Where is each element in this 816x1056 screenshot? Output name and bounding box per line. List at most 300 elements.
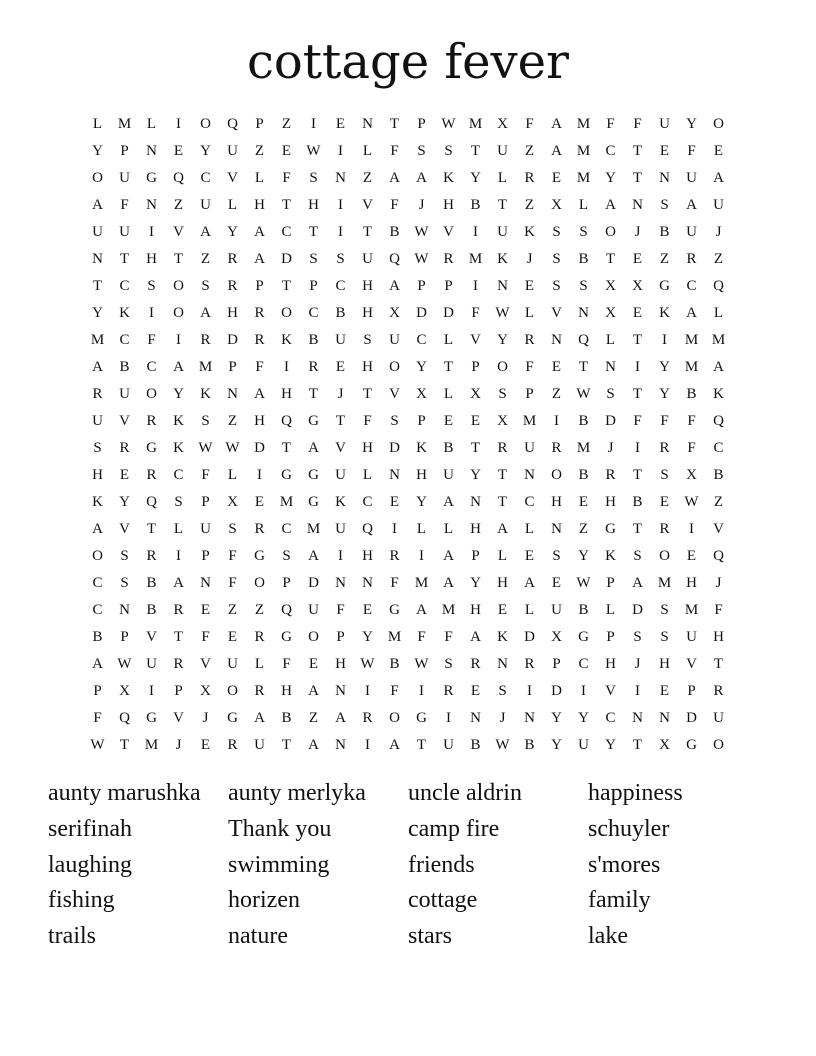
word-list [48, 776, 768, 955]
grid-letter: X [119, 683, 130, 699]
letter-grid [84, 111, 732, 759]
grid-letter: B [578, 467, 589, 483]
grid-letter: U [335, 467, 346, 483]
word-list-item: fishing [48, 887, 115, 914]
grid-letter: Z [281, 116, 292, 132]
grid-letter: V [119, 413, 130, 429]
grid-letter: W [576, 386, 591, 402]
grid-letter: S [282, 548, 291, 564]
grid-letter: P [417, 413, 426, 429]
grid-letter: H [92, 467, 103, 483]
grid-letter: M [522, 413, 537, 429]
grid-letter: L [443, 386, 454, 402]
grid-letter: U [389, 332, 400, 348]
grid-letter: O [173, 278, 184, 294]
grid-letter: C [92, 575, 103, 591]
grid-letter: Y [605, 737, 616, 753]
grid-letter: C [362, 494, 373, 510]
grid-letter: M [468, 116, 483, 132]
grid-letter: K [119, 305, 130, 321]
grid-letter: S [606, 386, 615, 402]
grid-letter: F [147, 332, 156, 348]
grid-letter: L [146, 116, 157, 132]
grid-letter: I [554, 413, 559, 429]
grid-letter: N [659, 170, 670, 186]
grid-letter: S [444, 143, 453, 159]
grid-letter: A [686, 305, 697, 321]
grid-letter: N [146, 143, 157, 159]
word-list-item: cottage [408, 887, 478, 914]
grid-letter: U [146, 656, 157, 672]
grid-letter: G [146, 710, 157, 726]
grid-letter: Z [308, 710, 319, 726]
grid-letter: W [576, 575, 591, 591]
grid-letter: F [255, 359, 264, 375]
grid-letter: T [470, 143, 481, 159]
grid-letter: E [632, 251, 643, 267]
grid-letter: G [605, 521, 616, 537]
grid-letter: H [497, 575, 508, 591]
grid-letter: F [390, 143, 399, 159]
grid-letter: S [309, 170, 318, 186]
grid-letter: T [173, 629, 184, 645]
grid-letter: N [227, 386, 238, 402]
grid-letter: P [174, 683, 183, 699]
grid-letter: T [443, 359, 454, 375]
grid-letter: M [279, 494, 294, 510]
grid-letter: D [254, 440, 265, 456]
word-list-item: trails [48, 923, 96, 949]
grid-letter: I [635, 683, 640, 699]
grid-letter: S [579, 224, 588, 240]
grid-letter: C [308, 305, 319, 321]
grid-letter: I [149, 224, 154, 240]
grid-letter: N [659, 710, 670, 726]
grid-letter: I [527, 683, 532, 699]
grid-letter: T [92, 278, 103, 294]
grid-letter: S [120, 575, 129, 591]
grid-letter: B [713, 467, 724, 483]
grid-letter: Y [470, 170, 481, 186]
grid-letter: M [684, 332, 699, 348]
grid-letter: Y [551, 737, 562, 753]
grid-letter: E [119, 467, 130, 483]
grid-letter: R [497, 440, 508, 456]
grid-letter: H [362, 440, 373, 456]
grid-letter: G [416, 710, 427, 726]
grid-letter: B [659, 224, 670, 240]
grid-letter: V [335, 440, 346, 456]
grid-letter: L [605, 602, 616, 618]
grid-letter: F [444, 629, 453, 645]
grid-letter: B [524, 737, 535, 753]
grid-letter: U [524, 440, 535, 456]
grid-letter: G [227, 710, 238, 726]
grid-letter: S [201, 413, 210, 429]
grid-letter: X [551, 629, 562, 645]
grid-letter: N [632, 197, 643, 213]
grid-letter: A [443, 548, 454, 564]
grid-letter: W [90, 737, 105, 753]
grid-letter: O [659, 548, 670, 564]
grid-letter: C [416, 332, 427, 348]
grid-letter: J [175, 737, 182, 753]
grid-letter: E [470, 683, 481, 699]
grid-letter: L [605, 332, 616, 348]
grid-letter: E [281, 143, 292, 159]
grid-letter: J [715, 224, 722, 240]
grid-letter: D [308, 575, 319, 591]
grid-letter: M [117, 116, 132, 132]
grid-letter: E [659, 494, 670, 510]
grid-letter: A [173, 575, 184, 591]
grid-letter: C [605, 710, 616, 726]
grid-letter: A [335, 710, 346, 726]
grid-letter: E [335, 116, 346, 132]
grid-letter: B [119, 359, 130, 375]
grid-letter: U [713, 710, 724, 726]
grid-letter: S [498, 683, 507, 699]
grid-letter: V [389, 386, 400, 402]
grid-letter: G [281, 629, 292, 645]
grid-letter: N [389, 467, 400, 483]
grid-letter: L [443, 332, 454, 348]
grid-letter: H [362, 359, 373, 375]
grid-letter: J [202, 710, 209, 726]
grid-letter: A [92, 656, 103, 672]
grid-letter: A [200, 224, 211, 240]
grid-letter: Y [92, 305, 103, 321]
grid-letter: Z [254, 602, 265, 618]
grid-letter: Z [362, 170, 373, 186]
grid-letter: C [173, 467, 184, 483]
grid-letter: Z [254, 143, 265, 159]
grid-letter: Z [173, 197, 184, 213]
grid-letter: T [713, 656, 724, 672]
grid-letter: F [282, 656, 291, 672]
word-list-item: uncle aldrin [408, 780, 522, 806]
grid-letter: P [471, 548, 480, 564]
grid-letter: I [338, 548, 343, 564]
grid-letter: E [524, 548, 535, 564]
grid-letter: H [551, 494, 562, 510]
grid-letter: U [686, 224, 697, 240]
grid-letter: A [389, 737, 400, 753]
grid-letter: P [255, 278, 264, 294]
grid-letter: Q [227, 116, 238, 132]
grid-letter: W [684, 494, 699, 510]
grid-letter: H [362, 548, 373, 564]
grid-letter: K [173, 413, 184, 429]
grid-letter: O [227, 683, 238, 699]
grid-letter: M [576, 116, 591, 132]
word-list-item: camp fire [408, 815, 500, 842]
grid-letter: B [470, 737, 481, 753]
grid-letter: T [281, 278, 292, 294]
grid-letter: I [635, 359, 640, 375]
word-list-item: lake [588, 923, 628, 949]
grid-letter: H [470, 521, 481, 537]
grid-letter: J [634, 656, 641, 672]
grid-letter: R [308, 359, 319, 375]
grid-letter: T [497, 494, 508, 510]
grid-letter: Q [362, 521, 373, 537]
grid-letter: R [659, 440, 670, 456]
grid-letter: T [578, 359, 589, 375]
grid-letter: K [497, 251, 508, 267]
grid-letter: Y [659, 386, 670, 402]
grid-letter: R [470, 656, 481, 672]
grid-letter: V [443, 224, 454, 240]
grid-letter: K [416, 440, 427, 456]
grid-letter: J [526, 251, 533, 267]
grid-letter: Q [713, 548, 724, 564]
grid-letter: J [499, 710, 506, 726]
word-list-item: serifinah [48, 815, 132, 842]
grid-letter: P [93, 683, 102, 699]
grid-letter: H [443, 197, 454, 213]
grid-letter: T [281, 197, 292, 213]
grid-letter: Q [146, 494, 157, 510]
grid-letter: X [470, 386, 481, 402]
grid-letter: A [254, 386, 265, 402]
grid-letter: E [551, 170, 562, 186]
grid-letter: Z [200, 251, 211, 267]
grid-letter: M [684, 602, 699, 618]
grid-letter: M [441, 602, 456, 618]
grid-letter: K [659, 305, 670, 321]
grid-letter: B [281, 710, 292, 726]
grid-letter: A [551, 116, 562, 132]
grid-letter: E [578, 494, 589, 510]
grid-letter: A [605, 197, 616, 213]
grid-letter: N [632, 710, 643, 726]
grid-letter: K [443, 170, 454, 186]
grid-letter: U [362, 251, 373, 267]
grid-letter: R [713, 683, 724, 699]
grid-letter: X [389, 305, 400, 321]
grid-letter: X [632, 278, 643, 294]
grid-letter: A [686, 197, 697, 213]
grid-letter: S [552, 548, 561, 564]
grid-letter: T [335, 413, 346, 429]
grid-letter: B [578, 251, 589, 267]
grid-letter: B [335, 305, 346, 321]
grid-letter: Y [497, 332, 508, 348]
grid-letter: X [605, 278, 616, 294]
grid-letter: N [146, 197, 157, 213]
grid-letter: K [173, 440, 184, 456]
grid-letter: C [686, 278, 697, 294]
grid-letter: A [713, 170, 724, 186]
grid-letter: I [446, 710, 451, 726]
grid-letter: E [713, 143, 724, 159]
grid-letter: Y [362, 629, 373, 645]
grid-letter: Z [551, 386, 562, 402]
grid-letter: J [418, 197, 425, 213]
grid-letter: Y [470, 467, 481, 483]
grid-letter: A [254, 710, 265, 726]
grid-letter: T [632, 386, 643, 402]
grid-letter: E [551, 575, 562, 591]
grid-letter: B [443, 440, 454, 456]
grid-letter: Q [578, 332, 589, 348]
grid-letter: P [309, 278, 318, 294]
grid-letter: W [198, 440, 213, 456]
grid-letter: R [146, 548, 157, 564]
grid-letter: D [524, 629, 535, 645]
grid-letter: V [470, 332, 481, 348]
grid-letter: C [119, 332, 130, 348]
grid-letter: R [119, 440, 130, 456]
grid-letter: H [470, 602, 481, 618]
grid-letter: Z [659, 251, 670, 267]
grid-letter: G [308, 413, 319, 429]
grid-letter: H [362, 278, 373, 294]
grid-letter: O [497, 359, 508, 375]
grid-letter: F [228, 548, 237, 564]
grid-letter: I [176, 116, 181, 132]
grid-letter: I [149, 305, 154, 321]
word-list-item: friends [408, 851, 475, 878]
word-list-item: swimming [228, 851, 330, 878]
grid-letter: P [417, 278, 426, 294]
grid-letter: P [525, 386, 534, 402]
grid-letter: S [660, 629, 669, 645]
grid-letter: A [551, 143, 562, 159]
word-list-item: stars [408, 923, 452, 949]
grid-letter: J [634, 224, 641, 240]
grid-letter: L [524, 305, 535, 321]
grid-letter: I [176, 548, 181, 564]
grid-letter: T [632, 521, 643, 537]
grid-letter: R [551, 440, 562, 456]
grid-letter: H [713, 629, 724, 645]
grid-letter: I [662, 332, 667, 348]
grid-letter: S [363, 332, 372, 348]
grid-letter: N [551, 521, 562, 537]
grid-letter: V [119, 521, 130, 537]
grid-letter: E [200, 737, 211, 753]
grid-letter: N [497, 278, 508, 294]
grid-letter: U [200, 521, 211, 537]
grid-letter: H [362, 305, 373, 321]
grid-letter: Y [578, 548, 589, 564]
grid-letter: Z [524, 197, 535, 213]
grid-letter: M [387, 629, 402, 645]
grid-letter: S [120, 548, 129, 564]
grid-letter: U [686, 629, 697, 645]
grid-letter: J [715, 575, 722, 591]
grid-letter: F [201, 467, 210, 483]
grid-letter: P [201, 494, 210, 510]
grid-letter: Y [659, 359, 670, 375]
grid-letter: A [470, 629, 481, 645]
grid-letter: B [578, 602, 589, 618]
grid-letter: L [497, 548, 508, 564]
grid-letter: I [338, 224, 343, 240]
grid-letter: H [416, 467, 427, 483]
grid-letter: R [227, 737, 238, 753]
grid-letter: T [605, 251, 616, 267]
grid-letter: U [92, 224, 103, 240]
grid-letter: I [419, 548, 424, 564]
grid-letter: A [92, 359, 103, 375]
grid-letter: E [524, 278, 535, 294]
grid-letter: O [92, 170, 103, 186]
grid-letter: V [605, 683, 616, 699]
grid-letter: F [687, 143, 696, 159]
grid-letter: V [200, 656, 211, 672]
grid-letter: A [254, 224, 265, 240]
grid-letter: U [119, 224, 130, 240]
grid-letter: L [524, 521, 535, 537]
grid-letter: S [336, 251, 345, 267]
grid-letter: I [176, 332, 181, 348]
grid-letter: I [257, 467, 262, 483]
grid-letter: U [335, 332, 346, 348]
grid-letter: P [201, 548, 210, 564]
grid-letter: E [308, 656, 319, 672]
grid-letter: Y [92, 143, 103, 159]
grid-letter: P [120, 629, 129, 645]
grid-letter: R [227, 278, 238, 294]
grid-letter: C [146, 359, 157, 375]
grid-letter: P [552, 656, 561, 672]
grid-letter: V [686, 656, 697, 672]
grid-letter: K [200, 386, 211, 402]
grid-letter: P [606, 575, 615, 591]
grid-letter: X [551, 197, 562, 213]
grid-letter: F [471, 305, 480, 321]
grid-letter: R [524, 656, 535, 672]
grid-letter: T [632, 170, 643, 186]
grid-letter: X [497, 413, 508, 429]
grid-letter: T [119, 737, 130, 753]
grid-letter: D [227, 332, 238, 348]
grid-letter: S [417, 143, 426, 159]
grid-letter: I [338, 197, 343, 213]
grid-letter: T [497, 467, 508, 483]
grid-letter: F [336, 602, 345, 618]
grid-letter: G [659, 278, 670, 294]
grid-letter: F [525, 116, 534, 132]
grid-letter: B [389, 224, 400, 240]
grid-letter: H [605, 656, 616, 672]
grid-letter: P [255, 116, 264, 132]
grid-letter: G [146, 170, 157, 186]
grid-letter: H [227, 305, 238, 321]
grid-letter: A [173, 359, 184, 375]
grid-letter: U [200, 197, 211, 213]
grid-letter: V [551, 305, 562, 321]
grid-letter: A [443, 575, 454, 591]
grid-letter: N [578, 305, 589, 321]
grid-letter: V [173, 710, 184, 726]
grid-letter: R [92, 386, 103, 402]
grid-letter: W [225, 440, 240, 456]
grid-letter: M [468, 251, 483, 267]
grid-letter: Z [713, 494, 724, 510]
grid-letter: R [362, 710, 373, 726]
grid-letter: W [441, 116, 456, 132]
grid-letter: U [227, 143, 238, 159]
grid-letter: H [686, 575, 697, 591]
grid-letter: I [419, 683, 424, 699]
grid-letter: P [228, 359, 237, 375]
grid-letter: E [686, 548, 697, 564]
grid-letter: I [365, 737, 370, 753]
